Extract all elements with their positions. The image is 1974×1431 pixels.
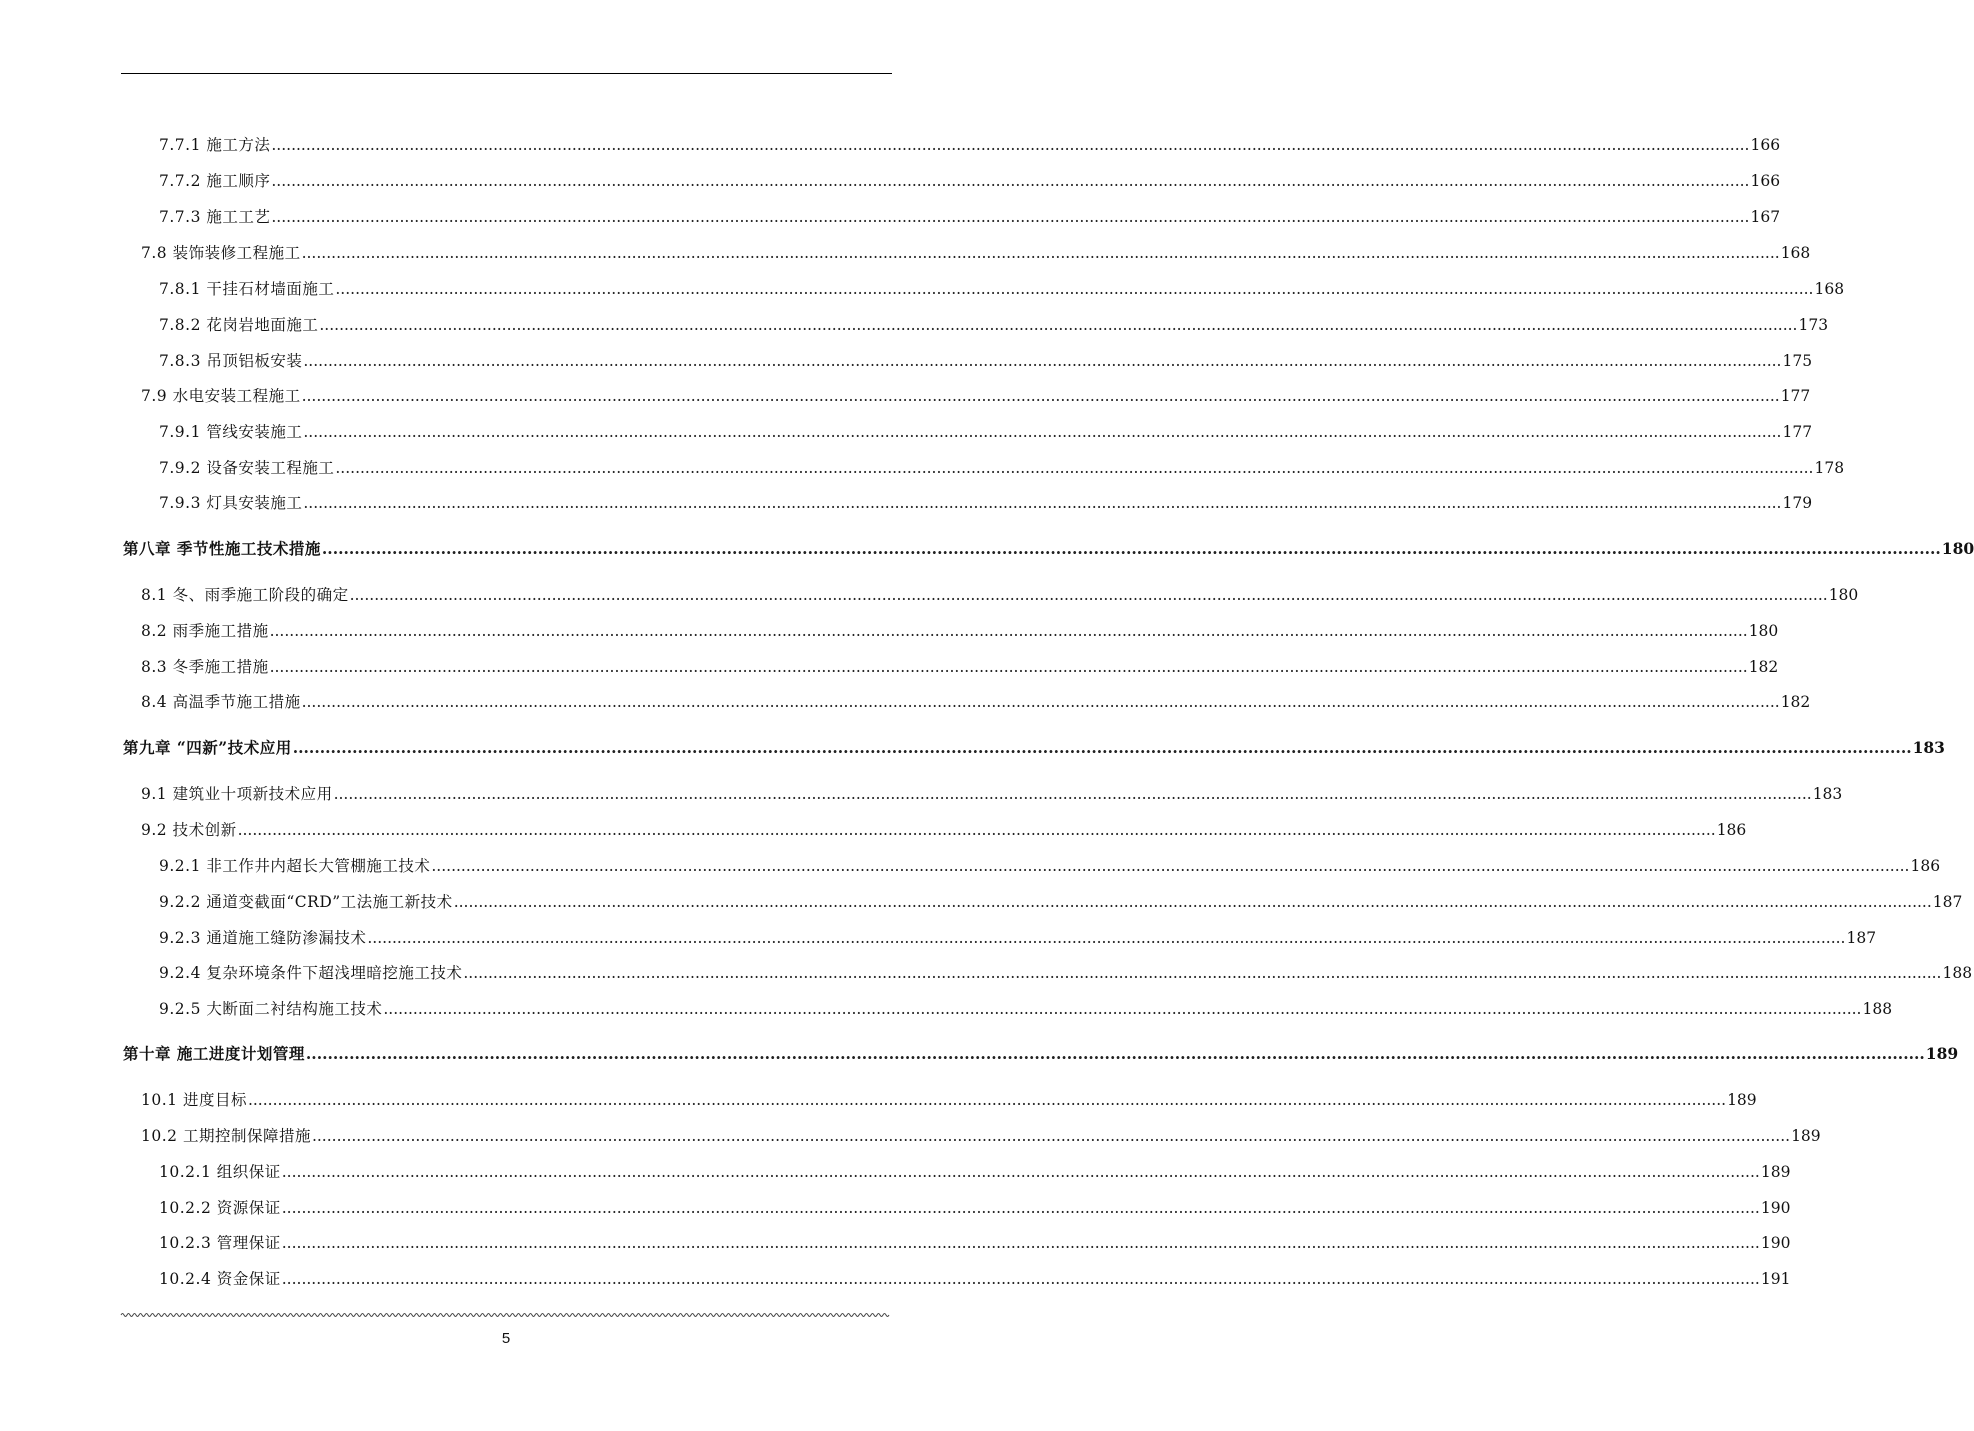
toc-entry-title: 8.4 高温季节施工措施 [141,693,301,711]
toc-dot-leader: ............................................................................................................................................................................................................................................................................................................ [237,821,1716,839]
toc-entry-page: 180 [1748,622,1779,640]
toc-entry-page: 183 [1812,785,1843,803]
toc-entry[interactable] [159,169,1781,193]
toc-entry-title: 7.7.3 施工工艺 [159,208,271,226]
toc-dot-leader: ............................................................................................................................................................................................................................................................................................................ [301,387,1780,405]
toc-dot-leader: ............................................................................................................................................................................................................................................................................................................ [281,1234,1760,1252]
toc-entry-title: 第十章 施工进度计划管理 [123,1044,305,1063]
toc-chapter-entry[interactable] [123,736,1945,760]
toc-entry[interactable] [141,1088,1757,1112]
footer-wave-divider [121,1308,886,1322]
toc-entry-page: 187 [1932,893,1963,911]
toc-dot-leader: ............................................................................................................................................................................................................................................................................................................ [247,1091,1727,1109]
toc-entry[interactable] [141,619,1779,643]
toc-entry-page: 178 [1814,459,1845,477]
toc-dot-leader: ............................................................................................................................................................................................................................................................................................................ [281,1270,1760,1288]
toc-entry-title: 7.8.1 干挂石材墙面施工 [159,280,335,298]
toc-entry-title: 7.8 装饰装修工程施工 [141,244,301,262]
toc-entry[interactable] [159,997,1893,1021]
toc-dot-leader: ............................................................................................................................................................................................................................................................................................................ [321,539,1941,558]
toc-entry-page: 177 [1782,423,1813,441]
toc-entry-page: 180 [1828,586,1859,604]
toc-entry-title: 7.9.2 设备安装工程施工 [159,459,335,477]
toc-entry[interactable] [159,133,1781,157]
toc-entry-page: 180 [1941,539,1974,558]
toc-entry-title: 9.2 技术创新 [141,821,237,839]
toc-entry[interactable] [159,926,1877,950]
toc-entry-page: 183 [1912,738,1945,757]
toc-dot-leader: ............................................................................................................................................................................................................................................................................................................ [463,964,1942,982]
toc-entry-title: 7.7.1 施工方法 [159,136,271,154]
toc-entry[interactable] [159,420,1813,444]
toc-entry-page: 167 [1750,208,1781,226]
toc-entry[interactable] [159,1196,1791,1220]
toc-entry[interactable] [159,349,1813,373]
toc-entry-title: 第九章 “四新”技术应用 [123,738,292,757]
toc-entry[interactable] [159,456,1845,480]
toc-dot-leader: ............................................................................................................................................................................................................................................................................................................ [335,280,1814,298]
toc-entry-page: 186 [1910,857,1941,875]
toc-entry-page: 191 [1760,1270,1791,1288]
toc-entry[interactable] [159,854,1941,878]
toc-entry[interactable] [159,277,1845,301]
toc-entry-page: 190 [1760,1199,1791,1217]
toc-entry[interactable] [141,782,1843,806]
toc-dot-leader: ............................................................................................................................................................................................................................................................................................................ [305,1044,1925,1063]
toc-entry[interactable] [159,1267,1791,1291]
toc-entry-title: 9.2.1 非工作井内超长大管棚施工技术 [159,857,431,875]
toc-entry-title: 9.2.2 通道变截面“CRD”工法施工新技术 [159,893,453,911]
toc-dot-leader: ............................................................................................................................................................................................................................................................................................................ [271,136,1750,154]
toc-dot-leader: ............................................................................................................................................................................................................................................................................................................ [303,494,1782,512]
toc-entry-page: 173 [1798,316,1829,334]
toc-entry-title: 10.2.4 资金保证 [159,1270,281,1288]
toc-entry[interactable] [159,491,1813,515]
toc-entry-title: 第八章 季节性施工技术措施 [123,539,321,558]
toc-dot-leader: ............................................................................................................................................................................................................................................................................................................ [453,893,1932,911]
toc-entry-page: 166 [1750,172,1781,190]
toc-entry-page: 187 [1846,929,1877,947]
toc-dot-leader: ............................................................................................................................................................................................................................................................................................................ [292,738,1912,757]
toc-entry-page: 166 [1750,136,1781,154]
toc-dot-leader: ............................................................................................................................................................................................................................................................................................................ [281,1199,1760,1217]
toc-entry-title: 9.1 建筑业十项新技术应用 [141,785,333,803]
toc-entry-title: 8.3 冬季施工措施 [141,658,269,676]
toc-entry-title: 10.2.2 资源保证 [159,1199,281,1217]
toc-dot-leader: ............................................................................................................................................................................................................................................................................................................ [383,1000,1862,1018]
toc-entry-page: 182 [1780,693,1811,711]
toc-entry-page: 177 [1780,387,1811,405]
toc-dot-leader: ............................................................................................................................................................................................................................................................................................................ [311,1127,1791,1145]
toc-entry-page: 168 [1780,244,1811,262]
toc-dot-leader: ............................................................................................................................................................................................................................................................................................................ [271,172,1750,190]
toc-entry-title: 7.8.3 吊顶铝板安装 [159,352,303,370]
toc-entry-page: 189 [1727,1091,1757,1109]
toc-entry[interactable] [159,205,1781,229]
toc-entry[interactable] [159,961,1973,985]
toc-entry-title: 7.9.3 灯具安装施工 [159,494,303,512]
toc-entry-title: 9.2.3 通道施工缝防渗漏技术 [159,929,367,947]
toc-dot-leader: ............................................................................................................................................................................................................................................................................................................ [303,352,1782,370]
toc-dot-leader: ............................................................................................................................................................................................................................................................................................................ [335,459,1814,477]
toc-entry[interactable] [141,384,1811,408]
toc-entry-page: 188 [1862,1000,1893,1018]
toc-dot-leader: ............................................................................................................................................................................................................................................................................................................ [271,208,1750,226]
toc-entry-title: 8.1 冬、雨季施工阶段的确定 [141,586,349,604]
toc-entry-page: 168 [1814,280,1845,298]
toc-entry[interactable] [141,818,1747,842]
toc-dot-leader: ............................................................................................................................................................................................................................................................................................................ [281,1163,1760,1181]
toc-dot-leader: ............................................................................................................................................................................................................................................................................................................ [333,785,1812,803]
toc-entry[interactable] [141,655,1779,679]
toc-entry-page: 182 [1748,658,1779,676]
toc-chapter-entry[interactable] [123,537,1974,561]
toc-entry-title: 10.2.1 组织保证 [159,1163,281,1181]
toc-dot-leader: ............................................................................................................................................................................................................................................................................................................ [269,658,1748,676]
toc-entry-page: 189 [1760,1163,1791,1181]
toc-dot-leader: ............................................................................................................................................................................................................................................................................................................ [301,693,1780,711]
toc-entry-title: 10.2 工期控制保障措施 [141,1127,311,1145]
toc-entry[interactable] [141,690,1811,714]
toc-entry-title: 10.2.3 管理保证 [159,1234,281,1252]
toc-dot-leader: ............................................................................................................................................................................................................................................................................................................ [367,929,1846,947]
toc-entry-page: 186 [1716,821,1747,839]
toc-dot-leader: ............................................................................................................................................................................................................................................................................................................ [319,316,1798,334]
toc-entry-title: 10.1 进度目标 [141,1091,247,1109]
toc-dot-leader: ............................................................................................................................................................................................................................................................................................................ [349,586,1828,604]
toc-entry[interactable] [159,1160,1791,1184]
toc-chapter-entry[interactable] [123,1042,1959,1066]
toc-entry-title: 9.2.5 大断面二衬结构施工技术 [159,1000,383,1018]
toc-entry-title: 7.7.2 施工顺序 [159,172,271,190]
toc-entry[interactable] [159,890,1963,914]
toc-entry-page: 190 [1760,1234,1791,1252]
toc-entry-title: 9.2.4 复杂环境条件下超浅埋暗挖施工技术 [159,964,463,982]
toc-dot-leader: ............................................................................................................................................................................................................................................................................................................ [301,244,1780,262]
toc-entry[interactable] [141,1124,1821,1148]
toc-entry[interactable] [141,583,1859,607]
toc-entry-page: 179 [1782,494,1813,512]
toc-entry-page: 188 [1942,964,1973,982]
toc-entry-page: 175 [1782,352,1813,370]
toc-dot-leader: ............................................................................................................................................................................................................................................................................................................ [431,857,1910,875]
toc-entry[interactable] [141,241,1811,265]
toc-dot-leader: ............................................................................................................................................................................................................................................................................................................ [303,423,1782,441]
toc-entry-title: 7.8.2 花岗岩地面施工 [159,316,319,334]
toc-entry-page: 189 [1925,1044,1959,1063]
toc-dot-leader: ............................................................................................................................................................................................................................................................................................................ [269,622,1748,640]
toc-entry-title: 7.9 水电安装工程施工 [141,387,301,405]
toc-entry-title: 7.9.1 管线安装施工 [159,423,303,441]
toc-entry-page: 189 [1791,1127,1821,1145]
page-number: 5 [501,1330,511,1347]
toc-entry[interactable] [159,313,1829,337]
toc-entry[interactable] [159,1231,1791,1255]
toc-entry-title: 8.2 雨季施工措施 [141,622,269,640]
